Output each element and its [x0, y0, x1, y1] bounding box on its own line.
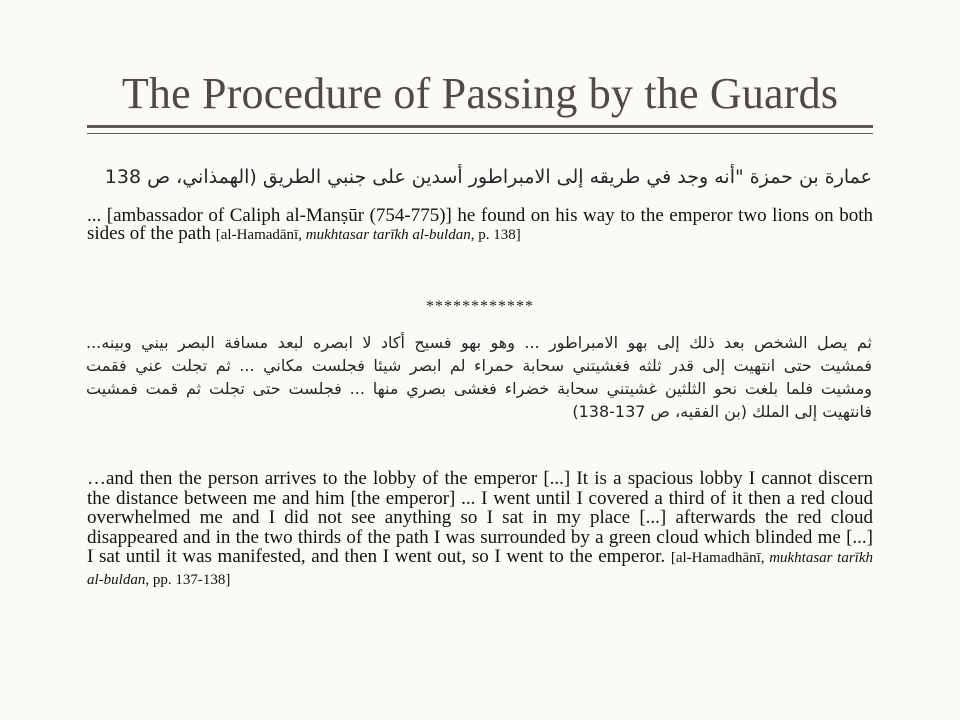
english-quote-2-text: …and then the person arrives to the lobby of the emperor [...] It is a spacious lobby I cannot discern the distance between me and him [the emperor] ... I went until I covered a third of it then a red cloud overwhelmed me and I did not see anything so I sat in my place [...] afterwards the red cloud disappeared and in the two thirds of the path I was surrounded by a green cloud which blinded me [...] I sat until it was manifested, and then I went out, so I went to the emperor.: [87, 468, 873, 567]
citation-1: [216, 227, 521, 243]
separator-stars: ************: [426, 298, 534, 315]
arabic-quote-2: [86, 331, 872, 423]
citation-1-suffix: , p. 138]: [470, 227, 521, 243]
title-rule-thin: [87, 133, 873, 134]
citation-1-title: mukhtasar tarīkh al-buldan: [305, 227, 471, 243]
citation-2-title: mukhtasar tarīkh al-buldan: [87, 550, 873, 588]
english-quote-1-text: ... [ambassador of Caliph al-Manṣūr (754-775)] he found on his way to the emperor two lions on both sides of the path: [87, 205, 873, 244]
citation-1-prefix: [al-Hamadānī,: [215, 227, 306, 243]
citation-2-suffix: , pp. 137-138]: [145, 571, 231, 588]
arabic-quote-2-line: فانتهيت إلى الملك (بن الفقيه، ص 137-138): [572, 402, 872, 421]
arabic-quote-2-line: ومشيت فلما بلغت نحو الثلثين غشيتني سحابة خضراء فغشى بصري منها ... فجلست حتى تجلت ثم قمت فمشيت: [86, 379, 872, 398]
english-quote-2: [87, 469, 873, 590]
arabic-quote-1: عمارة بن حمزة "أنه وجد في طريقه إلى الامبراطور أسدين على جنبي الطريق (الهمذاني، ص 138: [104, 166, 872, 188]
arabic-quote-2-line: ثم يصل الشخص بعد ذلك إلى بهو الامبراطور ... وهو بهو فسيح أكاد لا ابصره لبعد مسافة البصر بيني وبينه...: [86, 333, 872, 352]
slide-title: The Procedure of Passing by the Guards: [121, 69, 839, 118]
citation-2-prefix: [al-Hamadhānī,: [670, 550, 770, 566]
english-quote-1: [87, 207, 873, 244]
title-rule-thick: [87, 125, 873, 128]
arabic-quote-2-line: فمشيت حتى انتهيت إلى قدر ثلثه فغشيتني سحابة حمراء لم ابصر شيئا فجلست مكاني ... ثم تجلت عني فقمت: [86, 356, 872, 375]
